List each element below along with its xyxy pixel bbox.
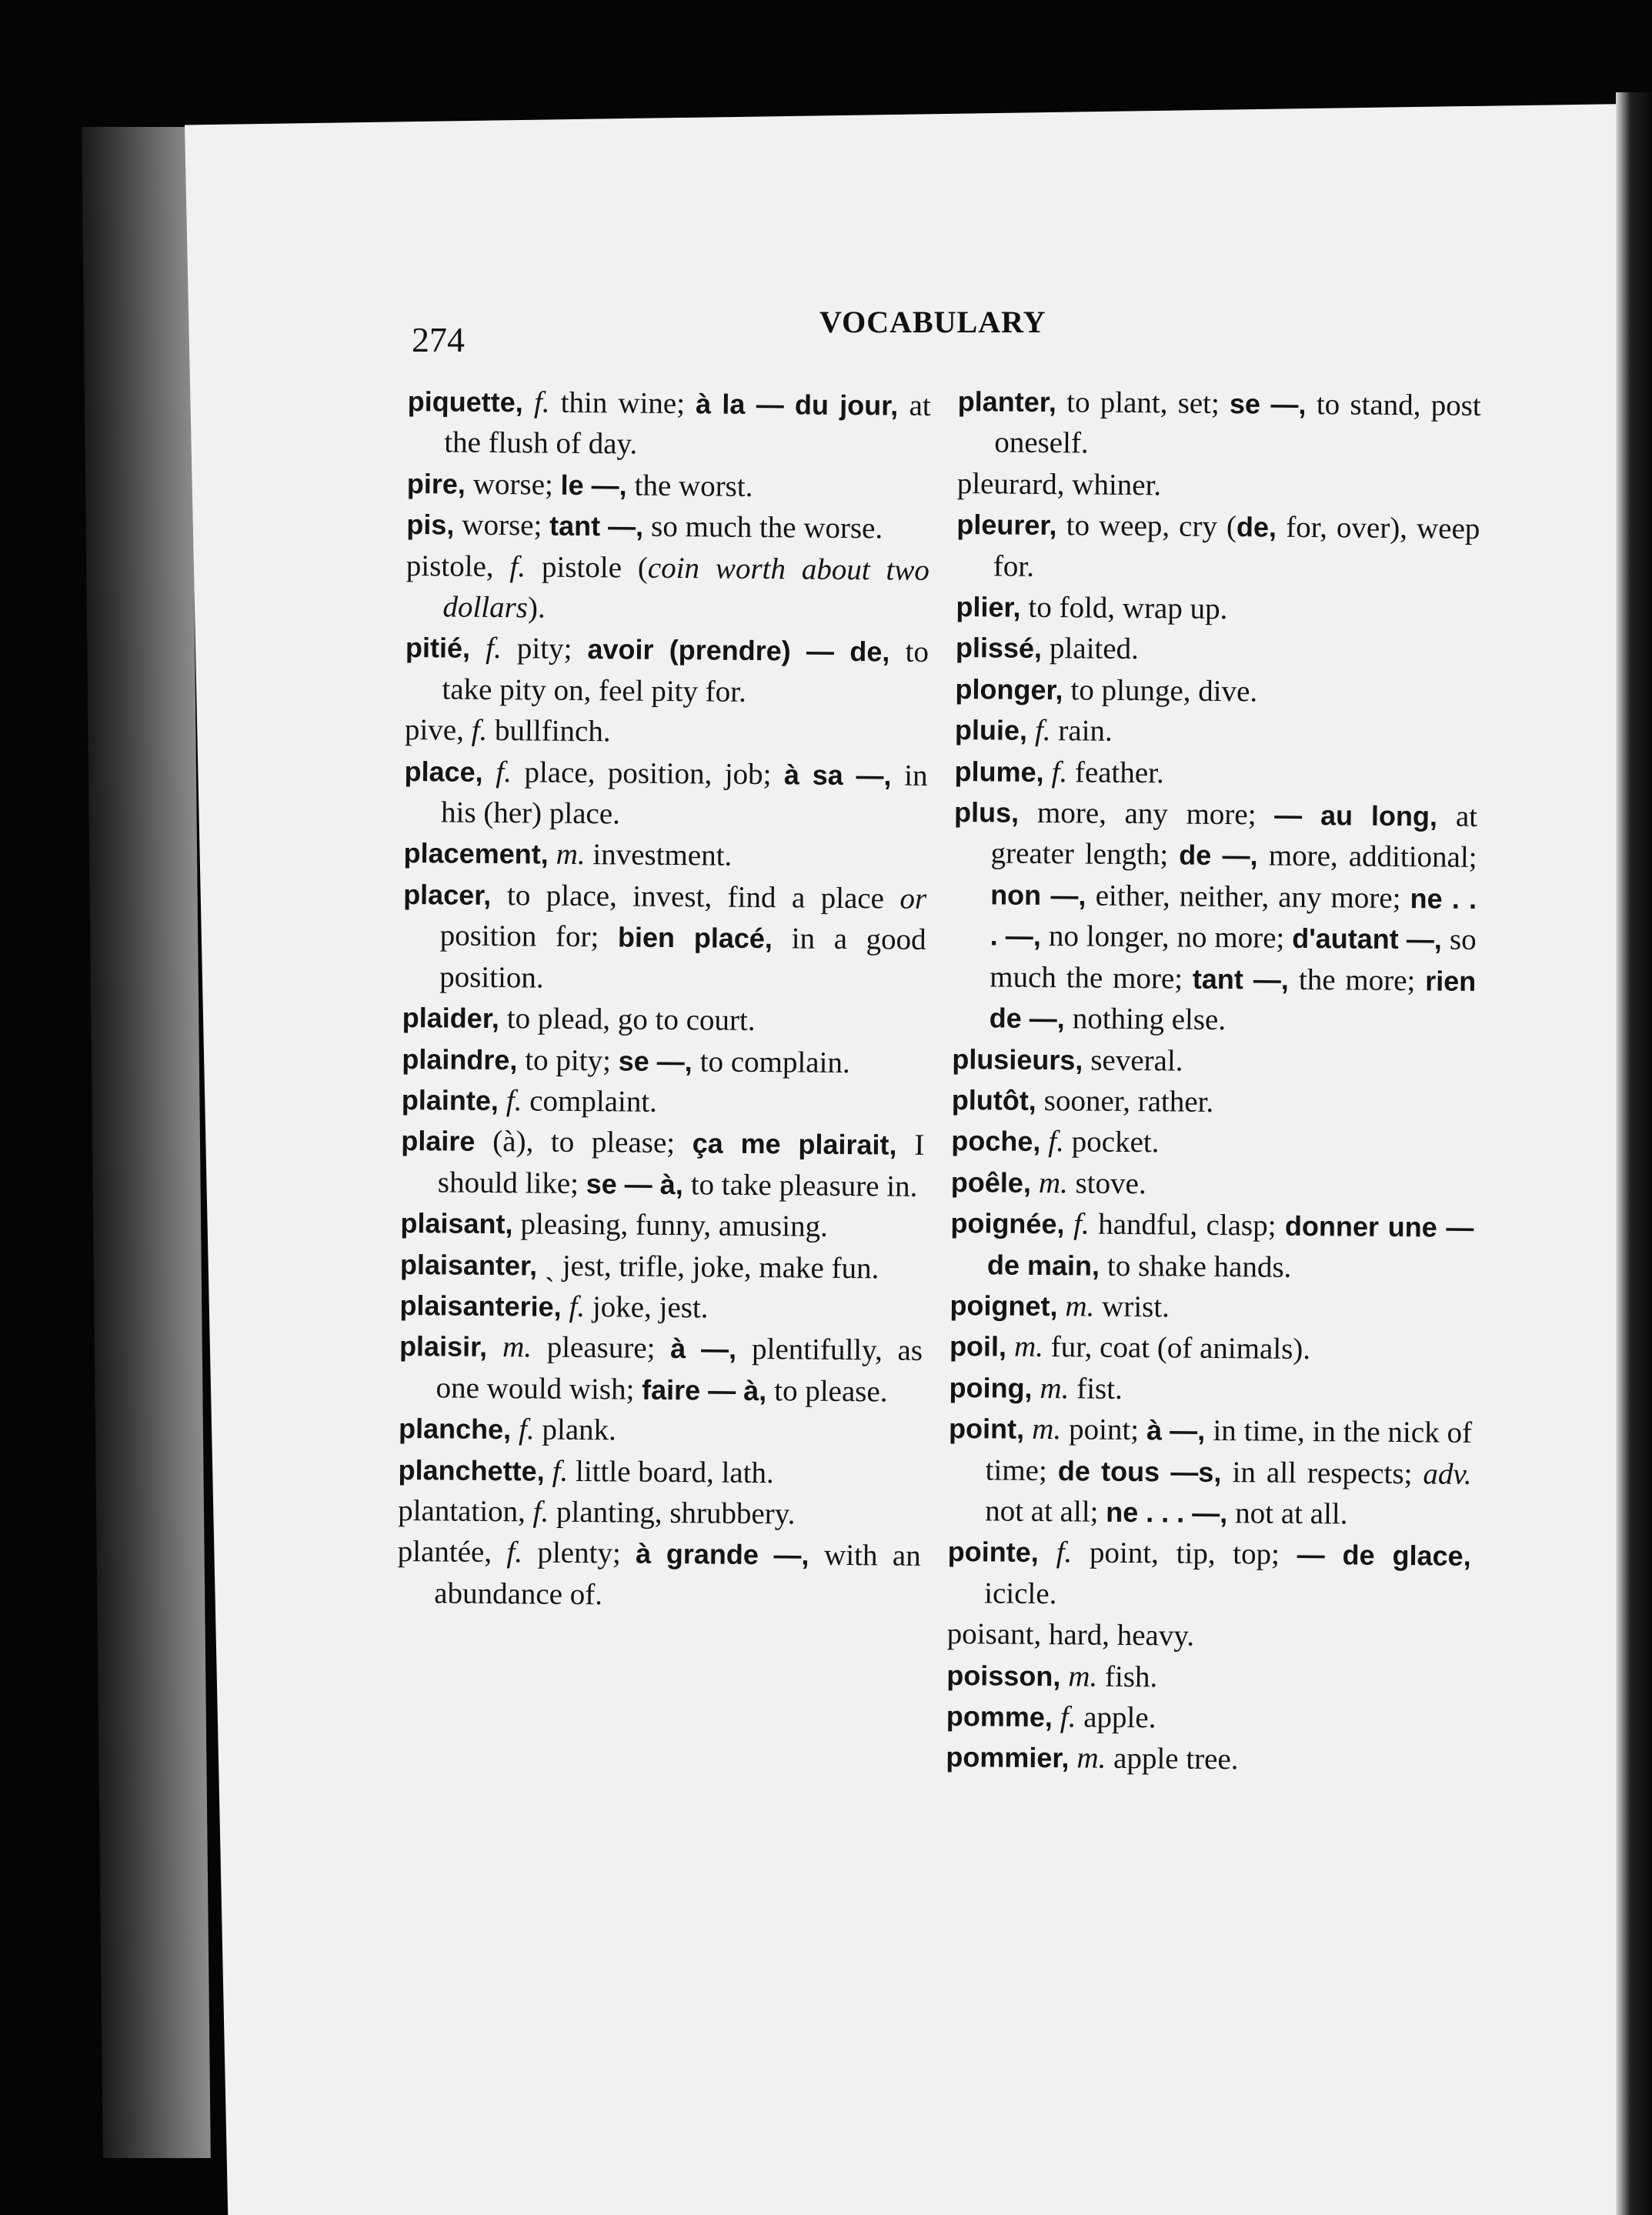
entry-italic-text: m. (556, 838, 586, 872)
entry-bold-text: place, (404, 755, 496, 788)
entry-bold-text: pommier, (946, 1741, 1077, 1774)
entry-text: pive, (404, 713, 472, 747)
entry-text: the worst. (634, 469, 753, 503)
entry-bold-text: plaisanterie, (399, 1289, 569, 1323)
entry-italic-text: f. (1051, 755, 1068, 789)
vocabulary-entry (950, 1203, 1474, 1289)
entry-text: joke, jest. (585, 1289, 709, 1325)
entry-text: not at all; (984, 1494, 1106, 1529)
entry-text: to plant, set; (1066, 385, 1230, 421)
entry-text: at greater length; (990, 799, 1478, 872)
vocabulary-entry (956, 627, 1479, 672)
vocabulary-entry (405, 627, 929, 714)
vocabulary-entry (402, 997, 926, 1042)
vocabulary-entry (949, 1367, 1472, 1413)
entry-text: (à), to please; (492, 1125, 693, 1160)
entry-text: position for; (439, 919, 619, 954)
entry-bold-text: ne . . . —, (990, 882, 1477, 952)
entry-bold-text: placement, (403, 837, 556, 871)
vocabulary-entry (403, 832, 926, 878)
entry-text: worse; (472, 467, 561, 502)
entry-bold-text: faire — à, (641, 1373, 775, 1406)
vocabulary-entry (402, 874, 926, 1002)
entry-bold-text: de, (1236, 511, 1287, 543)
facing-page-edge (1616, 92, 1652, 2215)
entry-bold-text: planchette, (398, 1453, 552, 1487)
vocabulary-entry (399, 1285, 923, 1330)
entry-bold-text: plutôt, (951, 1083, 1044, 1116)
entry-italic-text: f. (1056, 1536, 1073, 1570)
entry-bold-text: le —, (560, 469, 635, 502)
entry-text: at the flush of day. (444, 389, 931, 462)
entry-bold-text: pis, (406, 509, 462, 541)
entry-text: sooner, rather. (1043, 1083, 1214, 1119)
entry-bold-text: plaindre, (402, 1042, 526, 1076)
entry-text: plaited. (1049, 632, 1140, 666)
entry-bold-text: plaire (401, 1125, 493, 1158)
vocabulary-entry (947, 1531, 1471, 1618)
entry-bold-text: se — à, (586, 1167, 692, 1200)
entry-bold-text: pitié, (405, 632, 486, 665)
vocabulary-entry (952, 1079, 1475, 1125)
entry-text: to shake hands. (1106, 1249, 1292, 1284)
entry-text: for, over), weep for. (993, 510, 1480, 583)
entry-text: fur, coat (of animals). (1043, 1330, 1311, 1366)
vocabulary-entry (954, 751, 1477, 796)
entry-text: plank. (534, 1413, 617, 1447)
entry-bold-text: plusieurs, (952, 1042, 1091, 1076)
entry-bold-text: ne . . . —, (1106, 1496, 1236, 1529)
entry-text: in a good position. (439, 922, 926, 995)
entry-italic-text: adv. (1423, 1456, 1472, 1491)
entry-text: in all respects; (1232, 1455, 1423, 1490)
vocabulary-entry (952, 1038, 1475, 1083)
entry-text: plentifully, as one would wish; (436, 1333, 923, 1406)
entry-text: I should like; (437, 1129, 925, 1200)
vocabulary-entry (407, 381, 931, 468)
entry-text: apple. (1076, 1700, 1156, 1735)
entry-italic-text: f. (506, 1536, 523, 1570)
left-column (397, 381, 931, 1618)
entry-bold-text: d'autant —, (1292, 922, 1450, 956)
entry-text: to plunge, dive. (1070, 673, 1258, 709)
entry-italic-text: m. (502, 1330, 532, 1364)
vocabulary-entry (951, 1120, 1474, 1166)
vocabulary-entry (397, 1531, 921, 1618)
entry-text: point; (1061, 1413, 1147, 1447)
vocabulary-entry (947, 1613, 1470, 1659)
entry-italic-text: m. (1068, 1659, 1098, 1693)
entry-text: more, any more; (1036, 796, 1275, 832)
entry-text: either, neither, any more; (1095, 879, 1410, 916)
entry-text: ). (527, 591, 546, 625)
entry-bold-text: de —, (1179, 839, 1270, 872)
entry-italic-text: f. (532, 1495, 549, 1529)
entry-italic-text: f. (506, 1084, 522, 1118)
entry-text: to complain. (699, 1044, 850, 1079)
entry-text: plantation, (397, 1493, 533, 1529)
entry-bold-text: à sa —, (783, 758, 905, 792)
vocabulary-entry (956, 504, 1480, 591)
entry-bold-text: pomme, (946, 1700, 1061, 1733)
entry-text: pity; (501, 632, 588, 666)
entry-text: pleasure; (531, 1330, 671, 1366)
entry-text: in time, in the nick of time; (985, 1414, 1473, 1487)
entry-bold-text: pointe, (947, 1536, 1056, 1569)
entry-text: plenty; (522, 1536, 636, 1571)
vocabulary-entry (405, 545, 929, 632)
entry-italic-text: coin worth about two dollars (442, 551, 930, 625)
entry-text: pistole, (405, 549, 510, 583)
entry-italic-text: f. (1048, 1125, 1065, 1159)
entry-bold-text: à la — du jour, (695, 388, 909, 422)
page-number: 274 (412, 320, 465, 359)
entry-bold-text: poêle, (950, 1166, 1040, 1199)
entry-bold-text: plume, (954, 755, 1052, 788)
entry-italic-text: m. (1038, 1166, 1069, 1200)
entry-bold-text: rien de —, (989, 965, 1477, 1035)
entry-text: pleurard, whiner. (956, 466, 1162, 502)
entry-text: investment. (585, 838, 733, 873)
vocabulary-entry (949, 1285, 1473, 1330)
entry-text: thin wine; (549, 385, 696, 421)
entry-text: handful, clasp; (1089, 1207, 1286, 1243)
entry-bold-text: plus, (953, 796, 1038, 829)
entry-italic-text: f. (509, 549, 526, 583)
entry-bold-text: poignet, (949, 1289, 1066, 1323)
entry-text: to please. (774, 1373, 888, 1409)
entry-text: rain. (1050, 714, 1113, 749)
entry-text: to stand, post oneself. (994, 388, 1481, 460)
entry-italic-text: f. (552, 1454, 569, 1488)
entry-text: little board, lath. (568, 1454, 774, 1489)
entry-bold-text: pleurer, (956, 509, 1066, 542)
entry-text: pleasing, funny, amusing. (520, 1207, 829, 1243)
entry-bold-text: donner une — de main, (986, 1209, 1474, 1282)
entry-bold-text: — de glace, (1297, 1539, 1471, 1573)
entry-text: pocket. (1063, 1125, 1160, 1159)
entry-text: to take pity on, feel pity for. (442, 635, 929, 709)
entry-text: several. (1090, 1043, 1183, 1078)
vocabulary-entry (957, 463, 1480, 509)
entry-italic-text: f. (1060, 1700, 1076, 1734)
entry-text: plantée, (397, 1535, 507, 1570)
entry-italic-text: f. (533, 385, 550, 419)
entry-text: pistole ( (525, 549, 649, 585)
entry-bold-text: tant —, (549, 509, 652, 542)
entry-bold-text: à —, (669, 1333, 753, 1366)
vocabulary-entry (399, 1326, 923, 1413)
entry-text: to take pleasure in. (690, 1167, 918, 1203)
entry-bold-text: poisson, (946, 1659, 1069, 1692)
entry-text: feather. (1067, 755, 1164, 790)
entry-bold-text: poignée, (950, 1207, 1074, 1240)
vocabulary-entry (398, 1490, 921, 1536)
vocabulary-entry (400, 1203, 923, 1248)
entry-text: not at all. (1235, 1496, 1348, 1531)
entry-text: the more; (1298, 962, 1426, 998)
entry-text: nothing else. (1072, 1002, 1226, 1037)
entry-text: planting, shrubbery. (549, 1495, 796, 1531)
entry-italic-text: m. (1040, 1371, 1070, 1406)
vocabulary-entry (398, 1449, 921, 1495)
entry-text: apple tree. (1106, 1742, 1239, 1776)
vocabulary-entry (953, 792, 1478, 1042)
entry-text: fist. (1069, 1372, 1123, 1406)
vocabulary-entry (401, 1120, 925, 1207)
vocabulary-entry (957, 381, 1481, 468)
vocabulary-entry (399, 1408, 922, 1453)
vocabulary-entry (405, 709, 928, 755)
vocabulary-entry (404, 751, 928, 838)
entry-text: to fold, wrap up. (1028, 590, 1228, 626)
entry-text: to plead, go to court. (506, 1002, 756, 1038)
entry-bold-text: planche, (398, 1413, 519, 1446)
entry-bold-text: piquette, (407, 385, 535, 419)
vocabulary-entry (406, 504, 929, 549)
entry-bold-text: plaisir, (399, 1330, 503, 1363)
entry-bold-text: ça me plairait, (692, 1127, 915, 1162)
entry-bold-text: avoir (prendre) — de, (587, 633, 906, 669)
entry-bold-text: — au long, (1274, 799, 1457, 832)
entry-text: stove. (1067, 1166, 1146, 1200)
entry-bold-text: poing, (949, 1371, 1040, 1404)
entry-italic-text: f. (518, 1413, 535, 1446)
entry-text: so much the worse. (650, 509, 883, 545)
entry-text: in his (her) place. (440, 759, 928, 831)
entry-text: so much the more; (990, 922, 1477, 996)
entry-bold-text: tant —, (1192, 962, 1300, 996)
entry-italic-text: f. (486, 632, 502, 666)
entry-text: complaint. (522, 1084, 658, 1119)
entry-text: poisant, hard, heavy. (946, 1617, 1195, 1653)
entry-bold-text: se —, (618, 1044, 700, 1077)
entry-text: to pity; (525, 1042, 619, 1077)
entry-text: with an abundance of. (434, 1539, 921, 1612)
vocabulary-entry (407, 463, 930, 509)
entry-bold-text: se —, (1229, 388, 1317, 421)
entry-bold-text: plissé, (955, 632, 1050, 665)
entry-bold-text: poil, (949, 1330, 1015, 1363)
right-column (946, 381, 1481, 1783)
entry-bold-text: planter, (957, 385, 1067, 419)
entry-italic-text: f. (496, 755, 512, 789)
entry-text: icicle. (984, 1576, 1057, 1610)
entry-italic-text: f. (1034, 714, 1051, 748)
entry-bold-text: plaider, (402, 1002, 508, 1035)
entry-bold-text: à —, (1146, 1414, 1213, 1447)
entry-text: wrist. (1094, 1289, 1170, 1324)
entry-italic-text: or (899, 882, 927, 916)
entry-bold-text: plonger, (955, 672, 1071, 706)
vocabulary-entry (946, 1655, 1470, 1700)
entry-italic-text: f. (569, 1289, 586, 1323)
entry-bold-text: bien placé, (617, 921, 792, 955)
vocabulary-entry (955, 709, 1478, 755)
entry-text: worse; (462, 508, 550, 542)
vocabulary-entry (956, 586, 1479, 632)
entry-italic-text: f. (1073, 1207, 1090, 1241)
entry-bold-text: plier, (956, 591, 1029, 623)
entry-italic-text: f. (471, 713, 488, 748)
page-header (412, 304, 1550, 358)
entry-italic-text: m. (1013, 1330, 1044, 1364)
entry-bold-text: pluie, (954, 714, 1036, 747)
entry-bold-text: plainte, (401, 1083, 507, 1117)
vocabulary-entry (955, 669, 1478, 714)
vocabulary-entry (948, 1408, 1472, 1536)
entry-italic-text: m. (1076, 1741, 1106, 1776)
entry-bold-text: placer, (402, 878, 508, 912)
entry-text: to weep, cry ( (1066, 509, 1237, 544)
entry-text: fish. (1097, 1660, 1158, 1693)
entry-bold-text: poche, (951, 1125, 1049, 1158)
entry-italic-text: m. (1032, 1413, 1062, 1446)
entry-text: place, position, job; (511, 755, 785, 791)
vocabulary-entry (402, 1038, 925, 1083)
entry-text: to place, invest, find a place (506, 879, 900, 916)
entry-bold-text: à grande —, (635, 1538, 825, 1572)
entry-text: more, additional; (1268, 839, 1477, 875)
entry-bold-text: plaisanter, (399, 1248, 546, 1282)
running-head: VOCABULARY (819, 305, 1046, 339)
entry-bold-text: pire, (406, 467, 474, 500)
entry-bold-text: plaisant, (400, 1207, 521, 1240)
vocabulary-entry (951, 1162, 1474, 1207)
vocabulary-entry (946, 1696, 1470, 1741)
entry-text: bullfinch. (487, 714, 611, 749)
entry-bold-text: point, (948, 1413, 1033, 1446)
entry-bold-text: non —, (990, 879, 1096, 912)
entry-text: point, tip, top; (1072, 1536, 1297, 1572)
entry-text: ˎ jest, trifle, joke, make fun. (544, 1249, 879, 1285)
vocabulary-entry (400, 1243, 923, 1289)
entry-text: no longer, no more; (1048, 919, 1293, 956)
vocabulary-entry (949, 1326, 1473, 1371)
vocabulary-entry (402, 1079, 925, 1125)
vocabulary-entry (946, 1736, 1469, 1782)
entry-bold-text: de tous —s, (1057, 1454, 1233, 1488)
entry-italic-text: m. (1065, 1289, 1095, 1323)
